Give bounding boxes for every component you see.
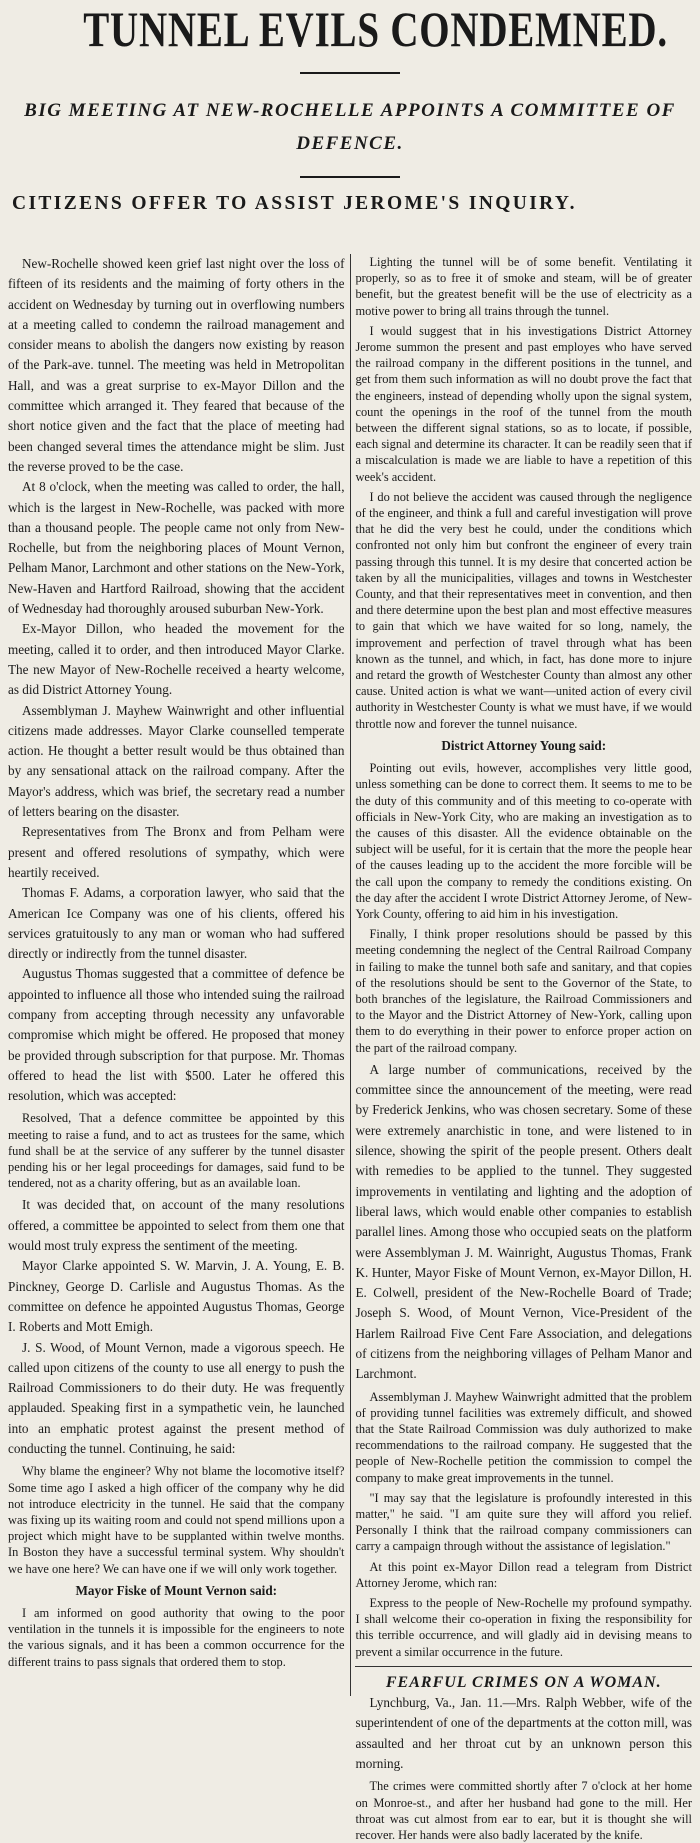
resolution-text: Resolved, That a defence committee be appointed by this meeting to raise a fund, and to act as trustees for the same, which fund shall be at the service of any sufferer by the tunnel disaster pending his or her legal proceedings for damages, said fund to be tendered, not as a charity offering, but as an available loan. [8, 1111, 345, 1191]
paragraph: At 8 o'clock, when the meeting was called to order, the hall, which is the largest in New-Rochelle, was packed with more than a thousand people. The people came not only from New-Rochelle, but from the neighboring places of Mount Vernon, Pelham Manor, Larchmont and other stations on the New-York, New-Haven and Hartford Railroad, showing that the accident of Wednesday had thoroughly aroused suburban New-York. [8, 479, 345, 617]
paragraph: Lynchburg, Va., Jan. 11.—Mrs. Ralph Webber, wife of the superintendent of one of the departments at the cotton mill, was assaulted and her throat cut by an unknown person this morning. [355, 1695, 692, 1772]
paragraph: J. S. Wood, of Mount Vernon, made a vigorous speech. He called upon citizens of the county to use all energy to push the Railroad Commissioners to do their duty. He was frequently applauded. Speaking first in a sympathetic vein, he launched into an emphatic protest against the present method of conducting the tunnel. Continuing, he said: [8, 1339, 345, 1457]
paragraph: "I may say that the legislature is profoundly interested in this matter," he said. "I am quite sure they will afford you relief. Personally I think that the railroad company commissioners can carry a campaign through without the assistance of legislation." [355, 1490, 692, 1554]
quoted-speech: Lighting the tunnel will be of some benefit. Ventilating it properly, so as to free it of smoke and steam, will be of greater benefit, but the greatest benefit will be the use of electricity as a motive power to bring all trains through the tunnel. [355, 255, 692, 318]
quoted-speech: Pointing out evils, however, accomplishes very little good, unless something can be done to correct them. It seems to me to be the duty of this community and of this meeting to co-operate with officials in New-York City, who are making an investigation as to the causes of this disaster. All the evidence obtainable on the subject will be useful, for it is certain that the more the people hear of the causes leading up to the accident the more forcible will be the call upon the company to remedy the conditions existing. On the day after the accident I wrote District Attorney Jerome, of New-York County, offering to aid him in his investigation. [355, 761, 692, 922]
quoted-speech: Why blame the engineer? Why not blame the locomotive itself? Some time ago I asked a high officer of the company why he did not introduce electricity in the tunnel. He said that the company was fixing up its waiting room and could not spend millions upon a project which might have to be supplanted within twelve months. In Boston they have a successful terminal system. Why shouldn't we have one here? We can have one if we will only work together. [8, 1464, 345, 1576]
paragraph: Assemblyman J. Mayhew Wainwright and other influential citizens made addresses. Mayor Clarke counselled temperate action. He thought a better result would be thus obtained than by any sensational attack on the railroad company. After the Mayor's address, which was brief, the secretary read a number of letters bearing on the disaster. [8, 702, 345, 820]
article-columns [8, 254, 692, 1842]
left-column [8, 254, 345, 1696]
paragraph: Thomas F. Adams, a corporation lawyer, who said that the American Ice Company was one of his clients, offered his services gratuitously to any man or woman who had suffered directly or indirectly from the tunnel disaster. [8, 885, 345, 962]
speaker-subhead: Mayor Fiske of Mount Vernon said: [75, 1582, 278, 1598]
paragraph: Ex-Mayor Dillon, who headed the movement for the meeting, called it to order, and then introduced Mayor Clarke. The new Mayor of New-Rochelle received a hearty welcome, as did District Attorney Young. [8, 621, 345, 698]
column-divider [350, 254, 351, 1696]
paragraph: The crimes were committed shortly after 7 o'clock at her home on Monroe-st., and after her husband had gone to the mill. Her throat was cut almost from ear to ear, but it is thought she will recover. Her hands were also badly lacerated by the knife. [355, 1779, 692, 1842]
paragraph: It was decided that, on account of the many resolutions offered, a committee be appointed to select from them one that would most truly express the sentiment of the meeting. [8, 1197, 345, 1254]
paragraph: New-Rochelle showed keen grief last night over the loss of fifteen of its residents and the maiming of forty others in the accident on Wednesday by turning out in overflowing numbers at a meeting called to condemn the railroad management and consider means to abolish the dangers now existing by reason of the Park-ave. tunnel. The meeting was held in Metropolitan Hall, and was a great surprise to ex-Mayor Dillon and the committee which arranged it. They feared that because of the short notice given and the fact that the place of meeting had been changed several times the attendance might be slim. Just the reverse proved to be the case. [8, 256, 345, 474]
paragraph: Mayor Clarke appointed S. W. Marvin, J. A. Young, E. B. Pinckney, George D. Carlisle and Augustus Thomas. As the committee on defence he appointed Augustus Thomas, George I. Roberts and Mott Emigh. [8, 1258, 345, 1335]
newspaper-page [0, 1, 700, 1842]
paragraph: A large number of communications, received by the committee since the announcement of the meeting, were read by Frederick Jenkins, who was chosen secretary. Some of these were extremely anarchistic in tone, and were listened to in silence, showing the spirit of the people present. Others dealt with remedies to be applied to the tunnel. They suggested improvements in ventilating and lighting and the adoption of liberal laws, which would enable other companies to establish parallel lines. Among those who occupied seats on the platform were Assemblyman J. M. Wainright, Augustus Thomas, Frank K. Hunter, Mayor Fiske of Mount Vernon, ex-Mayor Dillon, H. E. Colwell, president of the New-Rochelle Board of Trade; Joseph S. Wood, of Mount Vernon, Vice-President of the Harlem Railroad Five Cent Fare Association, and delegations of citizens from the neighboring villages of Pelham Manor and Larchmont. [355, 1061, 692, 1382]
quoted-speech: Finally, I think proper resolutions should be passed by this meeting condemning the neglect of the Central Railroad Company in failing to make the tunnel both safe and sanitary, and that copies of the resolutions should be sent to the Governor of the State, to both branches of the legislature, the Railroad Commissioners and to the Mayor and the District Attorney of New-York, calling upon them to do everything in their power to enforce proper action on the part of the railroad company. [355, 927, 692, 1055]
paragraph: At this point ex-Mayor Dillon read a telegram from District Attorney Jerome, which ran: [355, 1559, 692, 1590]
deck-secondary: CITIZENS OFFER TO ASSIST JEROME'S INQUIRY. [12, 192, 577, 214]
quoted-speech: I am informed on good authority that owing to the poor ventilation in the tunnels it is impossible for the engineers to note the various signals, and it has been a common occurrence for the different trains to pass signals that ordered them to stop. [8, 1606, 345, 1669]
story-headline: FEARFUL CRIMES ON A WOMAN. [385, 1673, 662, 1691]
telegram-text: Express to the people of New-Rochelle my profound sympathy. I shall welcome their co-operation in fixing the responsibility for this terrible occurrence, and will gladly aid in devising means to prevent a similar occurrence in the future. [355, 1596, 692, 1659]
deck-rule [300, 176, 400, 178]
quoted-speech: I would suggest that in his investigations District Attorney Jerome summon the present and past employes who have served the railroad company in the different positions in the tunnel, and get from them such information as will no doubt prove the fact that the engineers, instead of depending wholly upon the signal system, count the openings in the roof of the tunnel from the mouth between the different signal stations, so as to locate, if possible, each signal and determine its character. It can be readily seen that if a miscalculation is made we are liable to have a repetition of this week's accident. [355, 323, 692, 484]
story-separator [355, 1666, 692, 1667]
paragraph: Assemblyman J. Mayhew Wainwright admitted that the problem of providing tunnel facilities was extremely difficult, and showed that the State Railroad Commission was duly authorized to make recommendations to the railroad company. He suggested that the people of New-Rochelle petition the commission to compel the company to make great improvements in the tunnel. [355, 1389, 692, 1485]
paragraph: Representatives from The Bronx and from Pelham were present and offered resolutions of sympathy, which were heartily received. [8, 824, 345, 880]
headline: TUNNEL EVILS CONDEMNED. [83, 1, 668, 57]
right-column [355, 254, 692, 1842]
headline-rule [300, 72, 400, 74]
deck-primary: BIG MEETING AT NEW-ROCHELLE APPOINTS A COMMITTEE OF DEFENCE. [24, 100, 676, 154]
quoted-speech: I do not believe the accident was caused through the negligence of the engineer, and think a full and careful investigation will prove that he did the very best he could, under the conditions which confronted not only him but confront the engineer of every train passing through this tunnel. It is my desire that concerted action be taken by all the municipalities, villages and towns in Westchester County, and that their representatives meet in convention, and then and there determine upon the best plan and most effective measures to gain that which we have waited for so long, namely, the improvement and perfection of travel through what has been known as the tunnel, and which, in fact, has done more to injure and retard the growth of Westchester County than almost any other cause. United action is what we want—united action of every civil authority in Westchester County is what we must have, if we would throttle now and forever the tunnel nuisance. [355, 489, 692, 731]
speaker-subhead: District Attorney Young said: [441, 737, 607, 753]
paragraph: Augustus Thomas suggested that a committee of defence be appointed to influence all those who intended suing the railroad company from accepting through necessity any unfavorable compromise which might be offered. He proposed that money be provided through subscription for that purpose. Mr. Thomas offered to head the list with $500. Later he offered this resolution, which was accepted: [8, 966, 345, 1104]
